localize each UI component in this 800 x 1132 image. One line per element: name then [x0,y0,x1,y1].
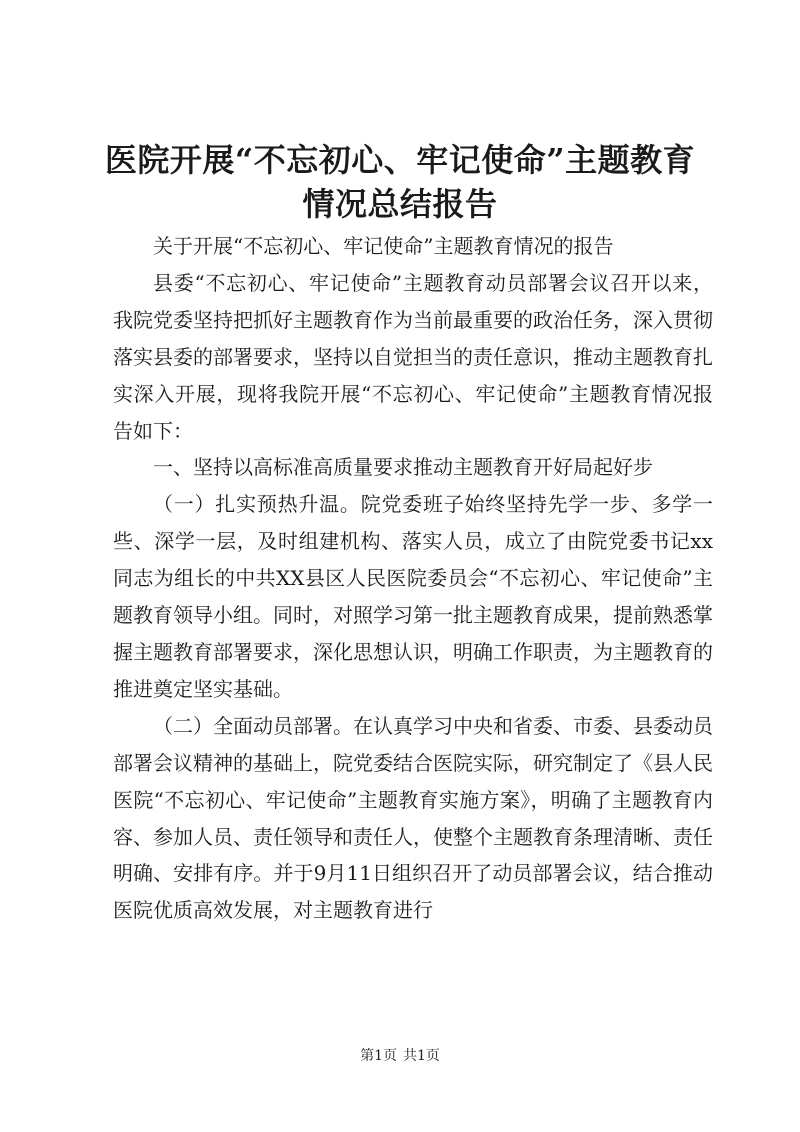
document-body [113,228,713,929]
paragraph: （一）扎实预热升温。院党委班子始终坚持先学一步、多学一些、深学一层，及时组建机构、落实人员，成立了由院党委书记xx同志为组长的中共XX县区人民医院委员会“不忘初心、牢记使命”主题教育领导小组。同时，对照学习第一批主题教育成果，提前熟悉掌握主题教育部署要求，深化思想认识，明确工作职责，为主题教育的推进奠定坚实基础。 [113,492,713,701]
page-number: 第1页 [360,1048,397,1064]
document-title: 医院开展“不忘初心、牢记使命”主题教育情况总结报告 [104,141,696,223]
page-total: 共1页 [403,1048,440,1064]
page-footer [0,1046,800,1066]
section-heading: 一、坚持以高标准高质量要求推动主题教育开好局起好步 [153,455,653,480]
paragraph: 县委“不忘初心、牢记使命”主题教育动员部署会议召开以来，我院党委坚持把抓好主题教育作为当前最重要的政治任务，深入贯彻落实县委的部署要求，坚持以自觉担当的责任意识，推动主题教育扎实深入开展，现将我院开展“不忘初心、牢记使命”主题教育情况报告如下： [113,270,713,443]
paragraph: 关于开展“不忘初心、牢记使命”主题教育情况的报告 [153,234,614,258]
paragraph: （二）全面动员部署。在认真学习中央和省委、市委、县委动员部署会议精神的基础上，院党委结合医院实际，研究制定了《县人民医院“不忘初心、牢记使命”主题教育实施方案》，明确了主题教育内容、参加人员、责任领导和责任人，使整个主题教育条理清晰、责任明确、安排有序。并于9月11日组织召开了动员部署会议，结合推动医院优质高效发展，对主题教育进行 [113,713,713,923]
